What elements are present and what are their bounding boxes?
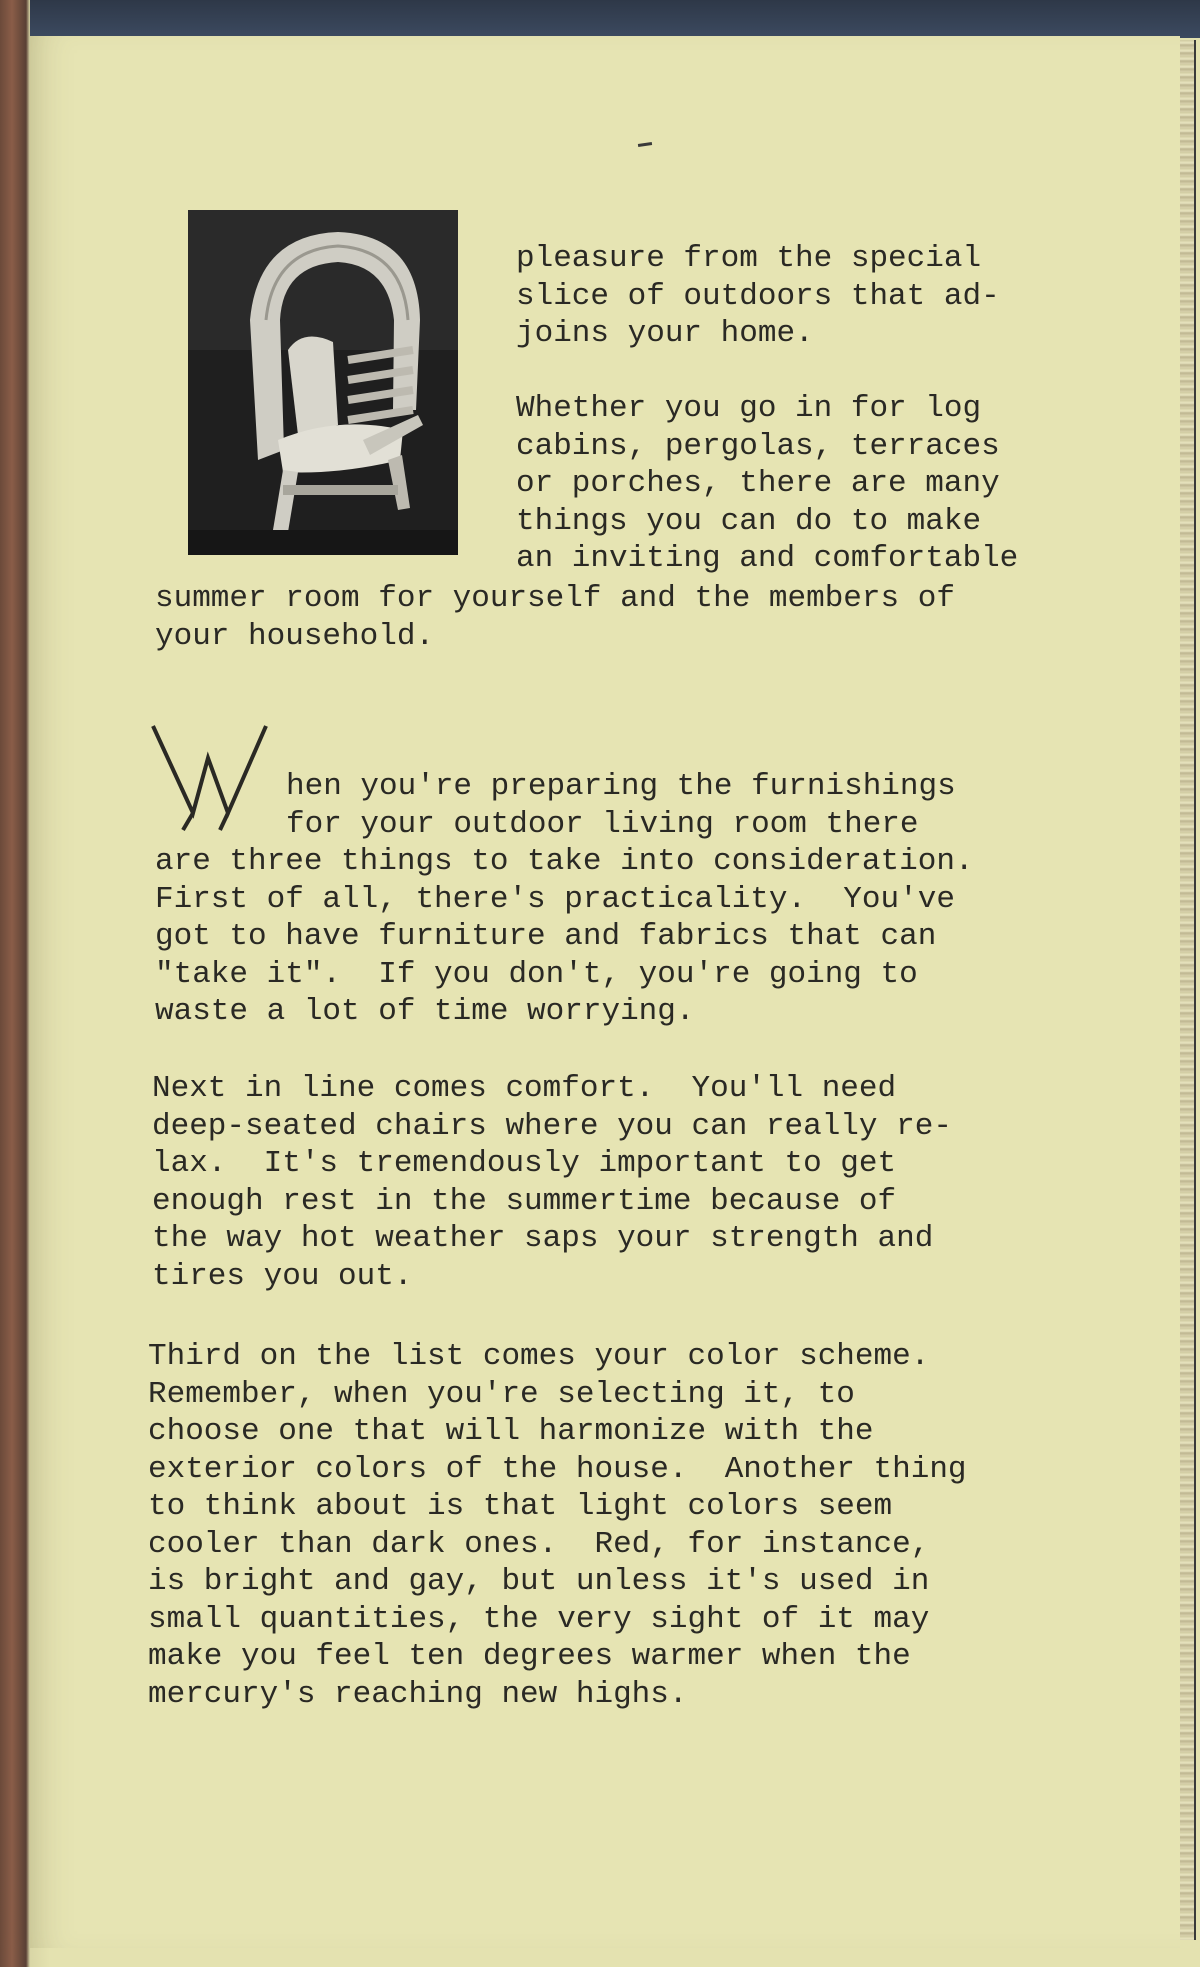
text-line: your household. [155,618,435,654]
paragraph-2 [516,390,1018,578]
text-line: summer room for yourself and the members of [155,581,955,616]
book-top-binding [30,0,1200,38]
text-line: joins your home. [516,316,814,351]
text-line: cooler than dark ones. Red, for instance, [148,1526,930,1562]
text-line: to think about is that light colors seem [148,1489,893,1524]
text-line: First of all, there's practicality. You've [155,881,955,917]
text-line: Whether you go in for log [516,391,982,426]
text-line: Next in line comes comfort. You'll need [152,1071,897,1106]
text-line: cabins, pergolas, terraces [516,428,1000,464]
text-line: small quantities, the very sight of it may [148,1601,930,1637]
text-line: hen you're preparing the furnishings [286,769,956,804]
page-edge [1180,40,1196,1940]
paragraph-4 [155,843,974,1031]
text-line: the way hot weather saps your strength and [152,1221,934,1256]
text-line: or porches, there are many [516,466,1000,501]
text-line: is bright and gay, but unless it's used in [148,1564,930,1599]
text-line: are three things to take into consideration. [155,844,974,879]
text-line: Remember, when you're selecting it, to [148,1376,855,1412]
paragraph-4-indented [286,768,956,843]
text-line: Third on the list comes your color scheme. [148,1339,930,1374]
paragraph-5 [152,1070,952,1295]
text-line: got to have furniture and fabrics that can [155,919,937,954]
text-line: "take it". If you don't, you're going to [155,956,918,992]
text-line: exterior colors of the house. Another thing [148,1451,967,1487]
paragraph-3 [155,580,955,655]
text-line: mercury's reaching new highs. [148,1676,688,1712]
text-line: deep-seated chairs where you can really re- [152,1108,952,1144]
text-line: an inviting and comfortable [516,541,1019,576]
text-line: pleasure from the special [516,241,982,276]
text-line: tires you out. [152,1258,413,1294]
text-line: for your outdoor living room there [286,806,919,842]
text-line: things you can do to make [516,503,982,539]
paragraph-1 [516,240,1000,353]
paragraph-6 [148,1338,967,1713]
text-line: lax. It's tremendously important to get [152,1146,897,1181]
text-line: slice of outdoors that ad- [516,278,1000,314]
chair-photo [188,210,458,555]
drop-cap-w [148,718,273,843]
text-line: choose one that will harmonize with the [148,1414,874,1449]
text-line: waste a lot of time worrying. [155,994,695,1029]
text-line: enough rest in the summertime because of [152,1183,897,1219]
text-line: make you feel ten degrees warmer when the [148,1639,911,1674]
